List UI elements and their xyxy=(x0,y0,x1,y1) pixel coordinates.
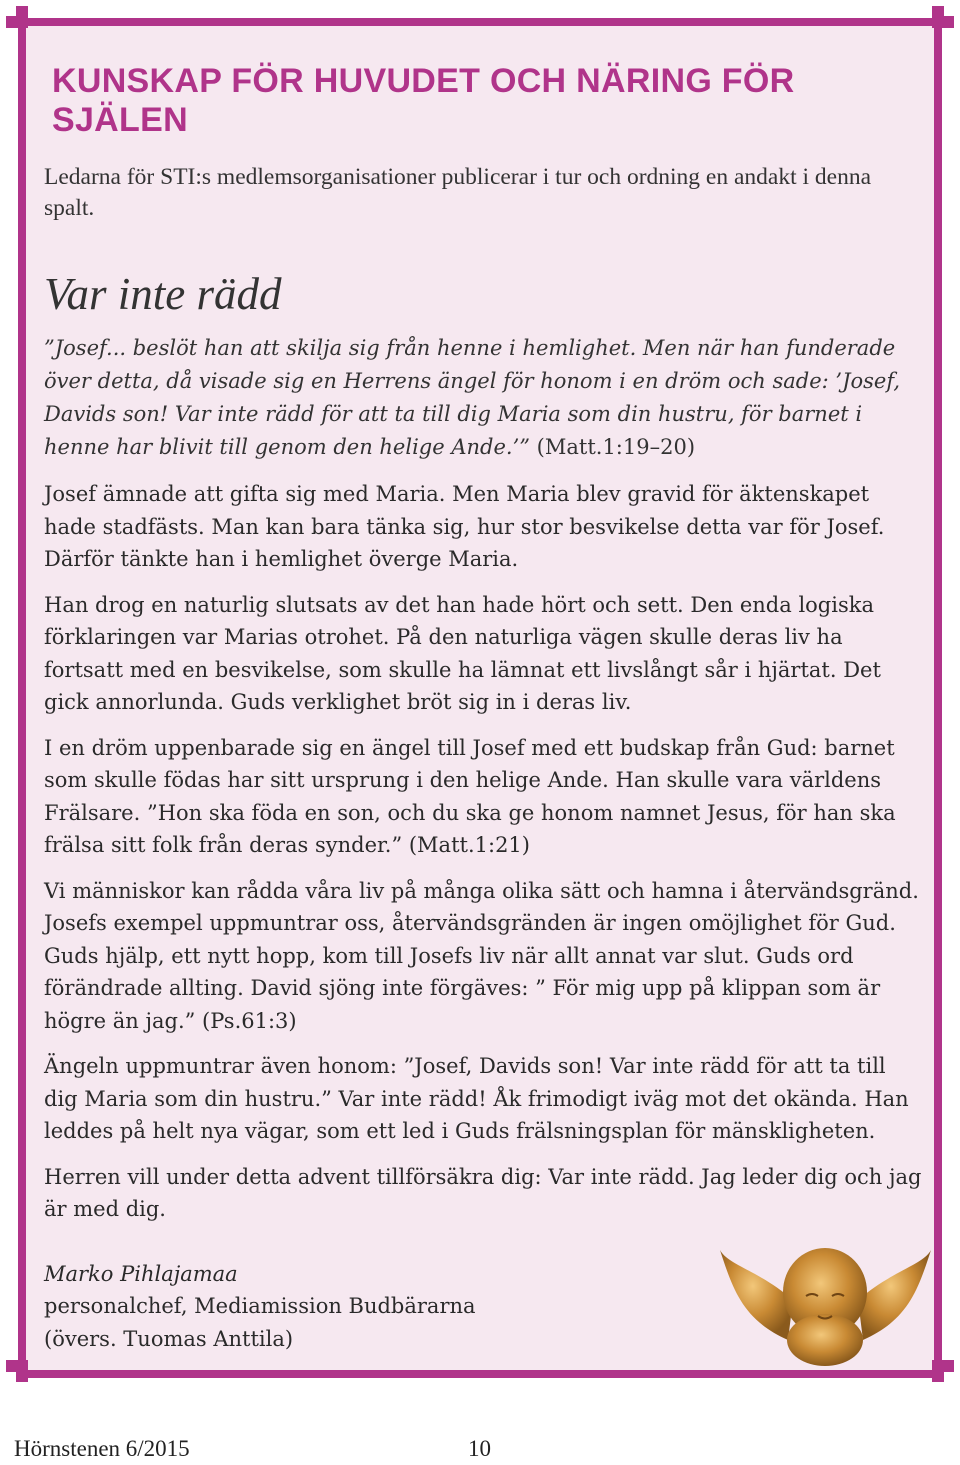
quote-text: ”Josef... beslöt han att skilja sig från henne i hemlighet. Men när han funderade över detta, då visade sig en Herrens ängel för honom i en dröm och sade: ’Josef, Davids son! Var inte rädd för att ta till dig Maria som din hustru, för barnet i henne har blivit till genom den helige Ande.’” xyxy=(44,336,901,459)
page-number: 10 xyxy=(468,1436,491,1461)
body-paragraph: Ängeln uppmuntrar även honom: ”Josef, Davids son! Var inte rädd för att ta till dig Maria som din hustru.” Var inte rädd! Åk frimodigt iväg mot det okända. Han leddes på helt nya vägar, som ett led i Guds frälsningsplan för mänskligheten. xyxy=(44,1054,909,1143)
frame-corner-top-right xyxy=(932,6,954,28)
frame-corner-top-left xyxy=(6,6,28,28)
body-paragraph: I en dröm uppenbarade sig en ängel till Josef med ett budskap från Gud: barnet som skulle födas har sitt ursprung i den helige Ande. Han skulle vara världens Frälsare. ”Hon ska föda en son, och du ska ge honom namnet Jesus, för han ska frälsa sitt folk från deras synder.” (Matt.1:21) xyxy=(44,735,896,857)
quote-reference: (Matt.1:19–20) xyxy=(536,435,696,459)
translator-credit: (övers. Tuomas Anttila) xyxy=(44,1326,294,1351)
author-name: Marko Pihlajamaa xyxy=(44,1261,238,1286)
publication-name: Hörnstenen 6/2015 xyxy=(14,1436,190,1461)
body-paragraph: Han drog en naturlig slutsats av det han hade hört och sett. Den enda logiska förklaringen var Marias otrohet. På den naturliga vägen skulle deras liv ha fortsatt med en besvikelse, som skulle ha lämnat ett livslångt sår i hjärtat. Det gick annorlunda. Guds verklighet bröt sig in i deras liv. xyxy=(44,592,881,714)
frame-corner-bottom-left xyxy=(6,1360,28,1382)
cherub-angel-image xyxy=(718,1230,933,1370)
scripture-quote xyxy=(44,332,924,464)
body-paragraph: Herren vill under detta advent tillförsäkra dig: Var inte rädd. Jag leder dig och jag är med dig. xyxy=(44,1164,922,1221)
frame-corner-bottom-right xyxy=(932,1360,954,1382)
intro-text: Ledarna för STI:s medlemsorganisationer publicerar i tur och ordning en andakt i denna spalt. xyxy=(44,164,872,221)
section-headline: KUNSKAP FÖR HUVUDET OCH NÄRING FÖR SJÄLEN xyxy=(52,62,795,139)
body-paragraph: Josef ämnade att gifta sig med Maria. Men Maria blev gravid för äktenskapet hade stadfästs. Man kan bara tänka sig, hur stor besvikelse detta var för Josef. Därför tänkte han i hemlighet överge Maria. xyxy=(44,482,885,571)
article-content xyxy=(44,62,924,1355)
author-role: personalchef, Mediamission Budbärarna xyxy=(44,1294,476,1318)
body-paragraph: Vi människor kan rådda våra liv på många olika sätt och hamna i återvändsgränd. Josefs exempel uppmuntrar oss, återvändsgränden är ingen omöjlighet för Gud. Guds hjälp, ett nytt hopp, kom till Josefs liv när allt annat var slut. Guds ord förändrade allting. David sjöng inte förgäves: ” För mig upp på klippan som är högre än jag.” (Ps.61:3) xyxy=(44,878,919,1033)
article-title: Var inte rädd xyxy=(44,269,282,319)
